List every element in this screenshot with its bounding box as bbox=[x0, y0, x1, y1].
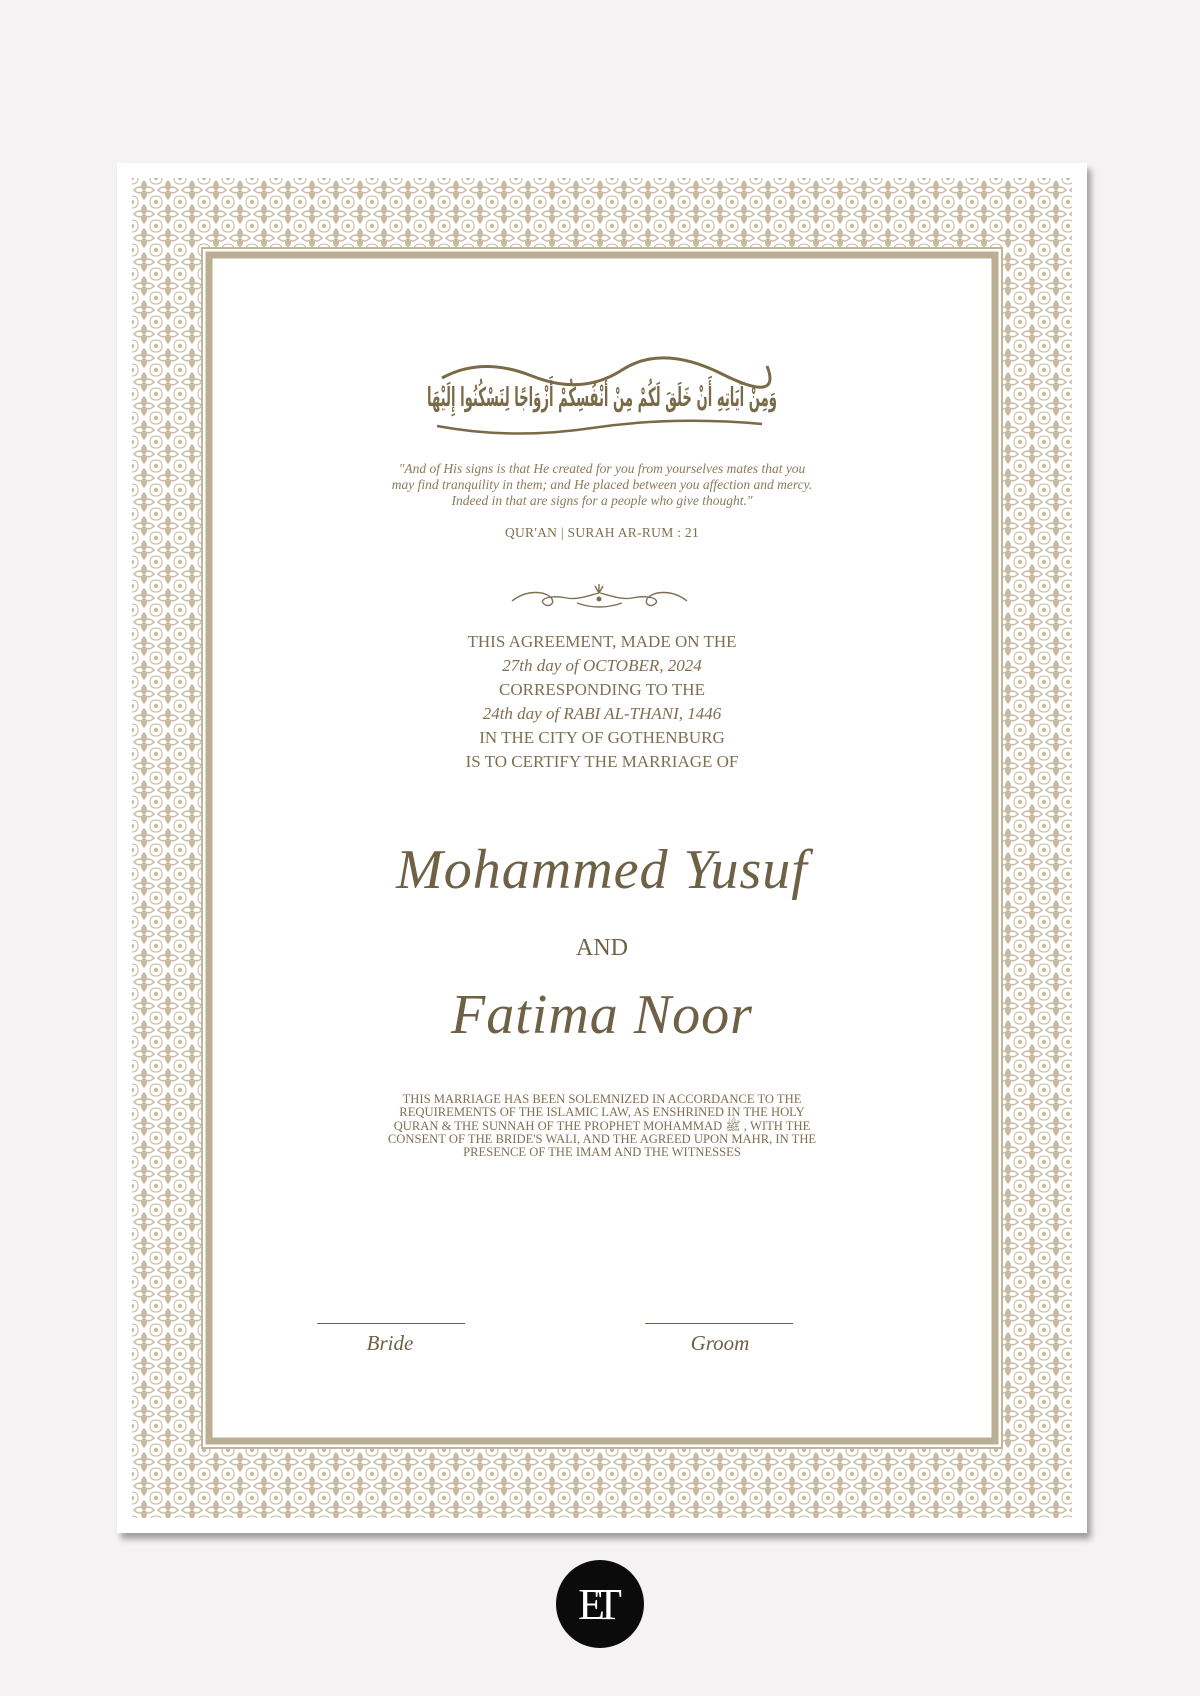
statement-line: THIS MARRIAGE HAS BEEN SOLEMNIZED IN ACCORDANCE TO THE bbox=[402, 1092, 802, 1106]
agreement-details bbox=[117, 630, 1087, 774]
calligraphy-text: وَمِنْ آيَاتِهِ أَنْ خَلَقَ لَكُمْ مِنْ أَنْفُسِكُمْ أَزْوَاجًا لِتَسْكُنُوا إِلَيْهَا bbox=[427, 383, 1118, 413]
arabic-calligraphy bbox=[422, 348, 1118, 443]
gregorian-date: 27th day of OCTOBER, 2024 bbox=[502, 656, 702, 675]
certificate-content bbox=[117, 163, 1118, 1533]
verse-reference: QUR'AN | SURAH AR-RUM : 21 bbox=[504, 525, 700, 540]
verse-line: may find tranquility in them; and He placed between you affection and mercy. bbox=[391, 477, 813, 492]
bride-signature-label: Bride bbox=[366, 1331, 414, 1355]
city-line: IN THE CITY OF GOTHENBURG bbox=[479, 728, 725, 747]
agreement-line: IS TO CERTIFY THE MARRIAGE OF bbox=[465, 752, 739, 771]
statement-line: PRESENCE OF THE IMAM AND THE WITNESSES bbox=[463, 1145, 741, 1160]
verse-line: Indeed in that are signs for a people who give thought." bbox=[451, 493, 753, 508]
quran-verse-translation bbox=[347, 461, 857, 509]
agreement-line: CORRESPONDING TO THE bbox=[499, 680, 705, 699]
brand-logo bbox=[556, 1560, 644, 1648]
statement-line: QURAN & THE SUNNAH OF THE PROPHET MOHAMMAD ﷺ , WITH THE bbox=[393, 1118, 811, 1133]
bride-signature-line bbox=[317, 1323, 465, 1324]
solemnization-statement bbox=[342, 1093, 862, 1159]
groom-name: Mohammed Yusuf bbox=[396, 839, 808, 901]
brand-logo-text: ET bbox=[578, 1579, 612, 1629]
statement-line: REQUIREMENTS OF THE ISLAMIC LAW, AS ENSHRINED IN THE HOLY bbox=[399, 1105, 805, 1120]
groom-signature-label: Groom bbox=[690, 1331, 750, 1355]
groom-signature-line bbox=[645, 1323, 793, 1324]
hijri-date: 24th day of RABI AL-THANI, 1446 bbox=[482, 704, 722, 723]
certificate-sheet bbox=[117, 163, 1118, 1533]
and-separator: AND bbox=[576, 935, 628, 961]
verse-line: "And of His signs is that He created for you from yourselves mates that you bbox=[398, 461, 806, 476]
flourish-divider bbox=[507, 581, 692, 615]
agreement-line: THIS AGREEMENT, MADE ON THE bbox=[467, 632, 737, 651]
statement-line: CONSENT OF THE BRIDE'S WALI, AND THE AGREED UPON MAHR, IN THE bbox=[387, 1131, 817, 1146]
bride-name: Fatima Noor bbox=[451, 984, 753, 1046]
